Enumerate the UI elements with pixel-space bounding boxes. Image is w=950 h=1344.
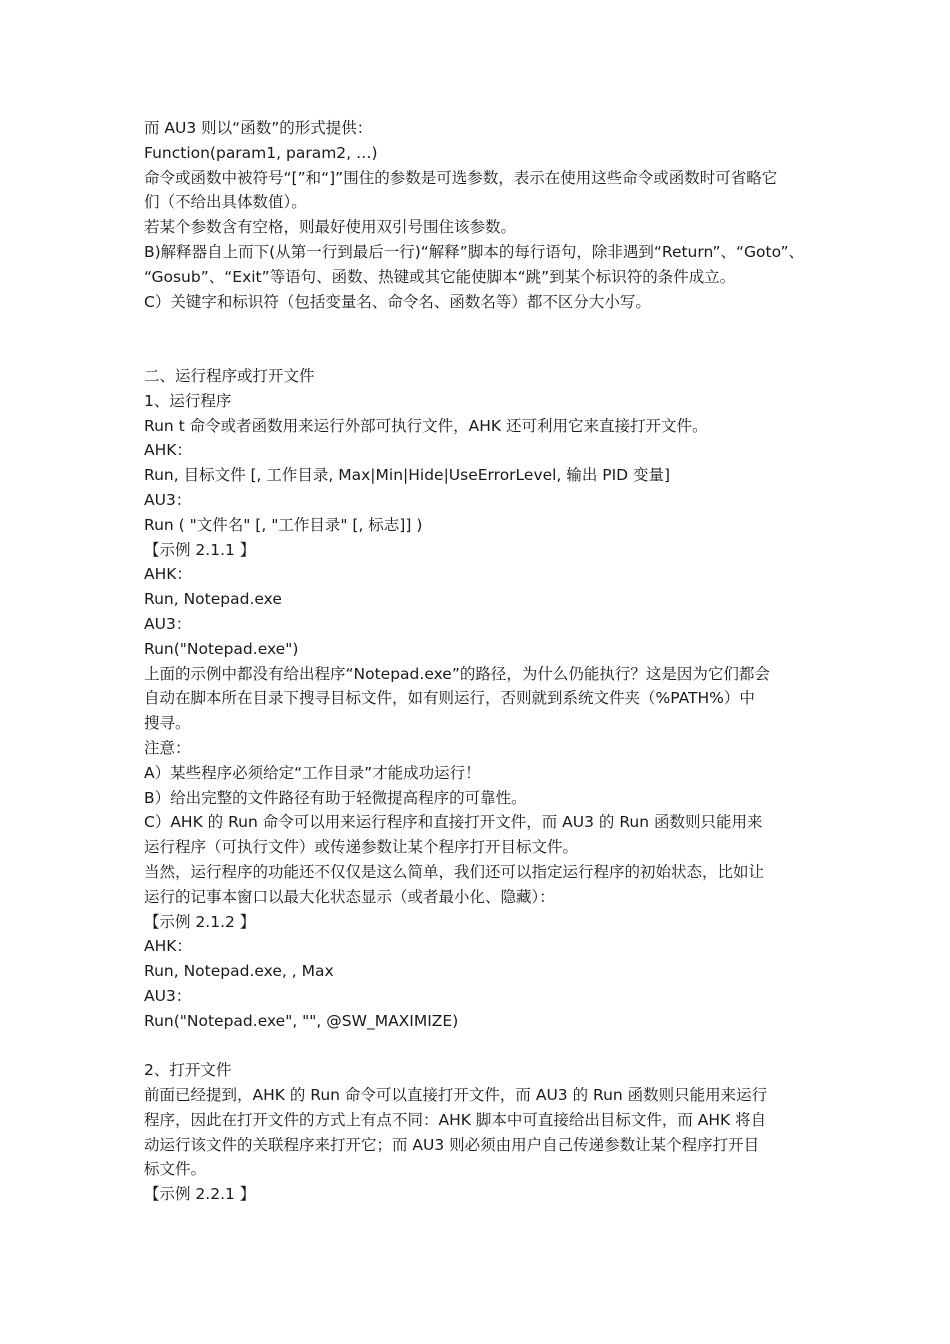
code-line: Function(param1, param2, …): [144, 143, 378, 162]
code-label: AU3：: [144, 490, 192, 509]
code-line: Run, Notepad.exe: [144, 590, 282, 609]
section-spacer: [144, 314, 820, 364]
text-line: “Gosub”、“Exit”等语句、函数、热键或其它能使脚本“跳”到某个标识符的条件成立。: [144, 267, 736, 286]
text-line: 动运行该文件的关联程序来打开它；而 AU3 则必须由用户自己传递参数让某个程序打开目: [144, 1135, 760, 1154]
text-line: C）AHK 的 Run 命令可以用来运行程序和直接打开文件，而 AU3 的 Run 函数则只能用来: [144, 813, 763, 832]
document-body: [144, 116, 820, 1207]
text-line: 标文件。: [144, 1160, 207, 1179]
subsection-heading: 1、运行程序: [144, 391, 232, 410]
text-line: 当然，运行程序的功能还不仅仅是这么简单，我们还可以指定运行程序的初始状态，比如让: [144, 862, 765, 881]
text-line: 运行的记事本窗口以最大化状态显示（或者最小化、隐藏）：: [144, 887, 555, 906]
text-line: 自动在脚本所在目录下搜寻目标文件，如有则运行，否则就到系统文件夹（%PATH%）中: [144, 689, 755, 708]
text-line: 上面的示例中都没有给出程序“Notepad.exe”的路径，为什么仍能执行？这是因为它们都会: [144, 664, 770, 683]
example-heading: 【示例 2.2.1 】: [144, 1185, 256, 1204]
code-label: AHK：: [144, 441, 192, 460]
note-heading: 注意：: [144, 738, 191, 757]
text-line: 命令或函数中被符号“[”和“]”围住的参数是可选参数，表示在使用这些命令或函数时可省略它: [144, 168, 778, 187]
text-line: 程序，因此在打开文件的方式上有点不同：AHK 脚本中可直接给出目标文件，而 AHK 将自: [144, 1110, 767, 1129]
section-spacer: [144, 1033, 820, 1058]
example-heading: 【示例 2.1.1 】: [144, 540, 256, 559]
text-line: C）关键字和标识符（包括变量名、命令名、函数名等）都不区分大小写。: [144, 292, 651, 311]
code-line: Run, 目标文件 [, 工作目录, Max|Min|Hide|UseErrorLevel, 输出 PID 变量]: [144, 466, 671, 485]
text-line: A）某些程序必须给定“工作目录”才能成功运行！: [144, 763, 481, 782]
example-heading: 【示例 2.1.2 】: [144, 912, 256, 931]
text-line: 运行程序（可执行文件）或传递参数让某个程序打开目标文件。: [144, 838, 579, 857]
text-line: 们（不给出具体数值）。: [144, 193, 307, 212]
code-line: Run ( "文件名" [, "工作目录" [, 标志]] ): [144, 515, 423, 534]
text-line: 前面已经提到，AHK 的 Run 命令可以直接打开文件，而 AU3 的 Run 函数则只能用来运行: [144, 1086, 768, 1105]
subsection-heading: 2、打开文件: [144, 1061, 232, 1080]
code-line: Run("Notepad.exe", "", @SW_MAXIMIZE): [144, 1011, 459, 1030]
text-line: 而 AU3 则以“函数”的形式提供：: [144, 119, 373, 137]
text-line: B)解释器自上而下(从第一行到最后一行)“解释”脚本的每行语句，除非遇到“Return”、“Goto”、: [144, 242, 805, 261]
text-line: 若某个参数含有空格，则最好使用双引号围住该参数。: [144, 218, 517, 237]
text-line: 搜寻。: [144, 714, 191, 733]
code-label: AU3：: [144, 986, 192, 1005]
code-label: AU3：: [144, 614, 192, 633]
code-line: Run, Notepad.exe, , Max: [144, 962, 334, 981]
code-label: AHK：: [144, 937, 192, 956]
code-label: AHK：: [144, 565, 192, 584]
text-line: Run t 命令或者函数用来运行外部可执行文件，AHK 还可利用它来直接打开文件。: [144, 416, 708, 435]
section-heading: 二、运行程序或打开文件: [144, 366, 315, 385]
code-line: Run("Notepad.exe"): [144, 639, 299, 658]
text-line: B）给出完整的文件路径有助于轻微提高程序的可靠性。: [144, 788, 527, 807]
